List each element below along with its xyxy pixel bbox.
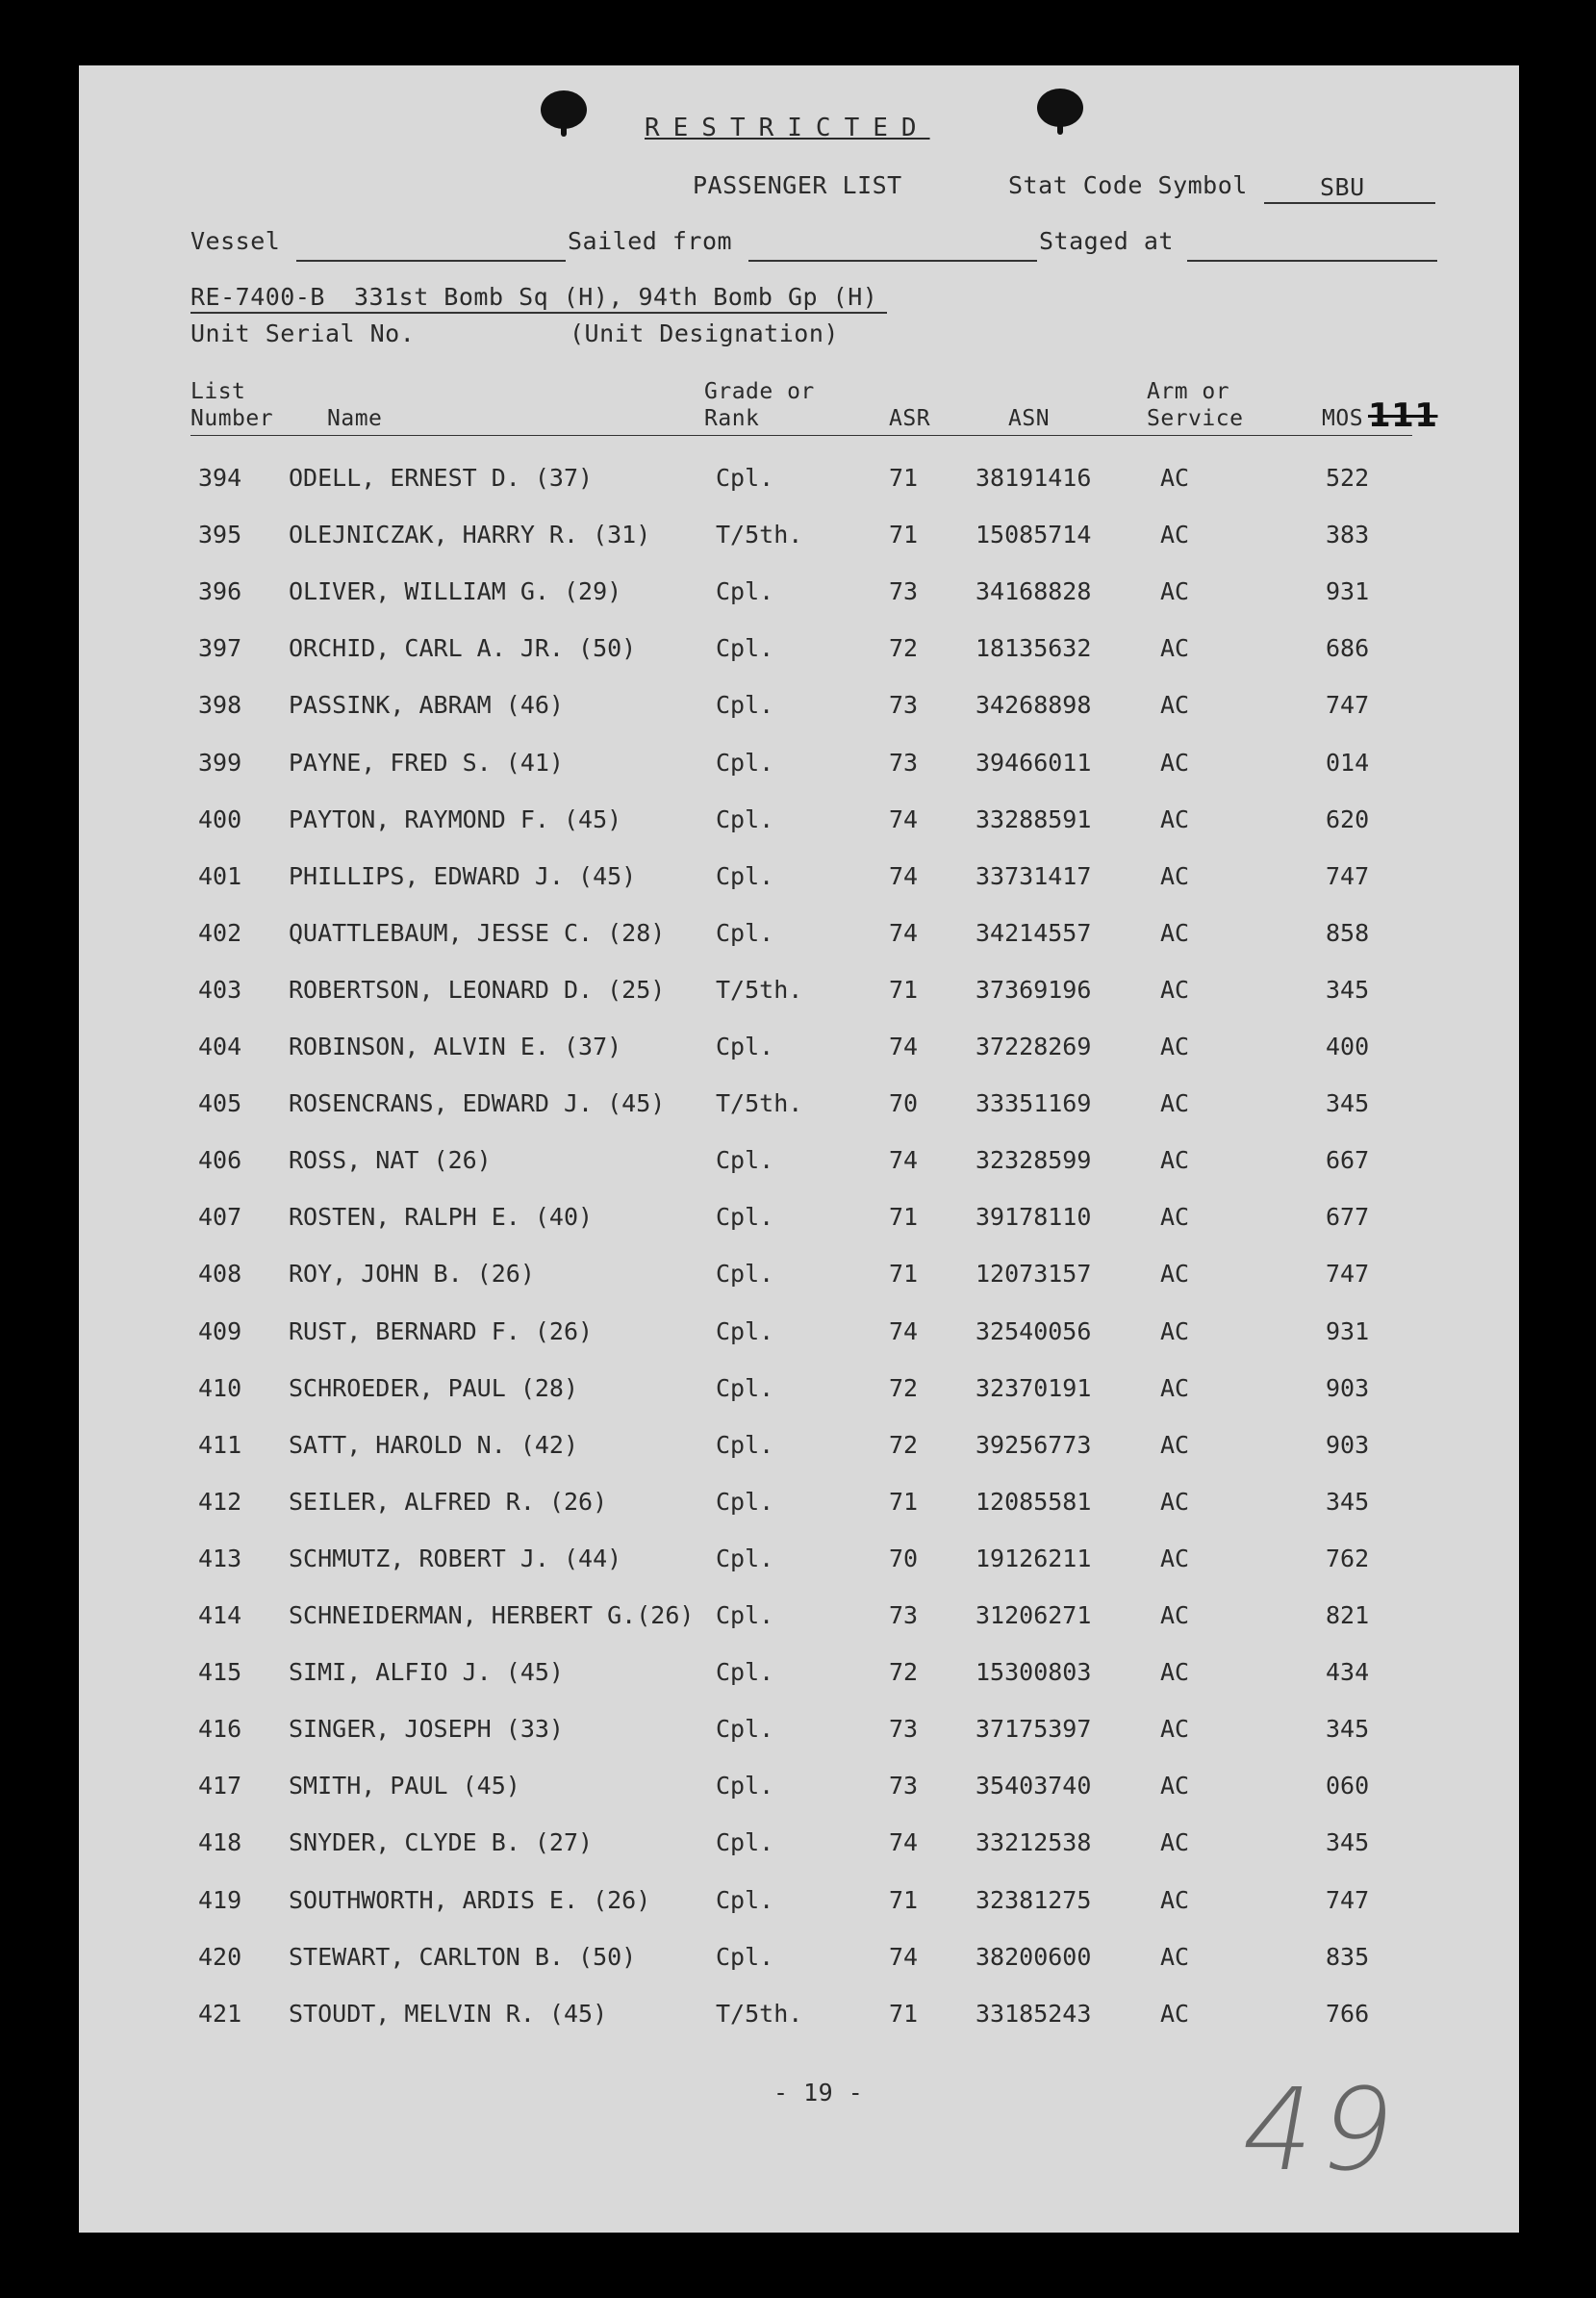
table-row [79, 691, 1519, 726]
cell-asr: 70 [889, 1089, 919, 1118]
table-row [79, 1146, 1519, 1181]
cell-passenger-name: STOUDT, MELVIN R. (45) [289, 1999, 608, 2028]
table-row [79, 1033, 1519, 1067]
cell-mos: 747 [1326, 1885, 1370, 1914]
unit-serial-number: RE-7400-B [190, 283, 325, 311]
cell-mos: 677 [1326, 1203, 1370, 1232]
cell-asr: 74 [889, 1146, 919, 1175]
cell-mos: 762 [1326, 1544, 1370, 1572]
sailed-from-label: Sailed from [568, 227, 733, 255]
cell-asn: 32540056 [975, 1316, 1092, 1345]
cell-arm-service: AC [1160, 1544, 1190, 1572]
cell-mos: 931 [1326, 577, 1370, 606]
cell-arm-service: AC [1160, 975, 1190, 1004]
cell-asn: 12073157 [975, 1260, 1092, 1289]
cell-asn: 18135632 [975, 634, 1092, 663]
cell-list-number: 415 [198, 1658, 242, 1687]
cell-asr: 73 [889, 1601, 919, 1629]
document-page [79, 65, 1519, 2233]
col-grade-line1: Grade or [704, 379, 815, 404]
cell-asr: 74 [889, 1828, 919, 1857]
table-row [79, 464, 1519, 498]
cell-asn: 34268898 [975, 691, 1092, 720]
cell-arm-service: AC [1160, 1203, 1190, 1232]
cell-arm-service: AC [1160, 1316, 1190, 1345]
unit-underline [190, 312, 887, 314]
cell-mos: 858 [1326, 918, 1370, 947]
col-arm-line1: Arm or [1147, 379, 1230, 404]
table-row [79, 634, 1519, 669]
cell-list-number: 404 [198, 1033, 242, 1060]
table-row [79, 521, 1519, 555]
cell-mos: 014 [1326, 748, 1370, 777]
cell-arm-service: AC [1160, 1260, 1190, 1289]
cell-passenger-name: SATT, HAROLD N. (42) [289, 1430, 579, 1459]
cell-list-number: 401 [198, 861, 242, 890]
cell-list-number: 420 [198, 1942, 242, 1971]
cell-list-number: 402 [198, 918, 242, 947]
cell-arm-service: AC [1160, 1430, 1190, 1459]
cell-asn: 19126211 [975, 1544, 1092, 1572]
cell-grade: Cpl. [716, 691, 774, 720]
col-asn: ASN [1008, 406, 1051, 431]
cell-list-number: 421 [198, 1999, 242, 2028]
cell-grade: Cpl. [716, 861, 774, 890]
cell-mos: 835 [1326, 1942, 1370, 1971]
cell-mos: 903 [1326, 1430, 1370, 1459]
cell-arm-service: AC [1160, 918, 1190, 947]
cell-asr: 71 [889, 1487, 919, 1516]
cell-asn: 34214557 [975, 918, 1092, 947]
cell-arm-service: AC [1160, 464, 1190, 492]
cell-asn: 35403740 [975, 1772, 1092, 1800]
cell-grade: Cpl. [716, 577, 774, 606]
cell-list-number: 412 [198, 1487, 242, 1516]
cell-grade: Cpl. [716, 464, 774, 492]
cell-list-number: 410 [198, 1373, 242, 1402]
table-row [79, 1374, 1519, 1409]
col-grade-line2: Rank [704, 406, 760, 431]
cell-asr: 74 [889, 918, 919, 947]
table-row [79, 1203, 1519, 1238]
cell-asn: 37228269 [975, 1033, 1092, 1060]
cell-asn: 38200600 [975, 1942, 1092, 1971]
cell-passenger-name: PAYTON, RAYMOND F. (45) [289, 804, 622, 833]
cell-arm-service: AC [1160, 1828, 1190, 1857]
cell-arm-service: AC [1160, 1885, 1190, 1914]
table-row [79, 1715, 1519, 1749]
cell-passenger-name: ROY, JOHN B. (26) [289, 1260, 535, 1289]
cell-asr: 73 [889, 691, 919, 720]
cell-asr: 74 [889, 1033, 919, 1060]
cell-mos: 747 [1326, 861, 1370, 890]
stat-code-label: Stat Code Symbol [1008, 171, 1248, 199]
cell-passenger-name: ORCHID, CARL A. JR. (50) [289, 634, 637, 663]
cell-asr: 74 [889, 1942, 919, 1971]
col-mos: MOS [1322, 406, 1364, 431]
unit-designation-caption: (Unit Designation) [570, 319, 839, 347]
table-row [79, 1488, 1519, 1522]
stat-code-value: SBU [1320, 173, 1365, 201]
cell-list-number: 413 [198, 1544, 242, 1572]
cell-mos: 522 [1326, 464, 1370, 492]
cell-arm-service: AC [1160, 577, 1190, 606]
vessel-label: Vessel [190, 227, 281, 255]
cell-asn: 37175397 [975, 1715, 1092, 1744]
cell-passenger-name: RUST, BERNARD F. (26) [289, 1316, 594, 1345]
table-row [79, 1317, 1519, 1352]
cell-asr: 71 [889, 1203, 919, 1232]
col-list-number-line1: List [190, 379, 246, 404]
cell-asr: 72 [889, 1658, 919, 1687]
cell-passenger-name: ROBINSON, ALVIN E. (37) [289, 1033, 622, 1060]
unit-designation: 331st Bomb Sq (H), 94th Bomb Gp (H) [354, 283, 878, 311]
cell-asr: 74 [889, 861, 919, 890]
cell-mos: 686 [1326, 634, 1370, 663]
stat-code-underline [1264, 202, 1435, 204]
header-rule [190, 435, 1412, 436]
cell-list-number: 411 [198, 1430, 242, 1459]
cell-mos: 383 [1326, 521, 1370, 549]
cell-arm-service: AC [1160, 861, 1190, 890]
cell-arm-service: AC [1160, 1373, 1190, 1402]
cell-asn: 37369196 [975, 975, 1092, 1004]
cell-asn: 33351169 [975, 1089, 1092, 1118]
cell-grade: Cpl. [716, 1658, 774, 1687]
cell-list-number: 409 [198, 1316, 242, 1345]
cell-passenger-name: OLIVER, WILLIAM G. (29) [289, 577, 622, 606]
table-row [79, 749, 1519, 783]
col-asr: ASR [889, 406, 931, 431]
cell-mos: 345 [1326, 975, 1370, 1004]
cell-grade: Cpl. [716, 1146, 774, 1175]
cell-passenger-name: ROBERTSON, LEONARD D. (25) [289, 975, 666, 1004]
cell-asr: 71 [889, 1885, 919, 1914]
cell-arm-service: AC [1160, 804, 1190, 833]
cell-arm-service: AC [1160, 1999, 1190, 2028]
cell-passenger-name: ROSS, NAT (26) [289, 1146, 492, 1175]
staged-at-label: Staged at [1039, 227, 1174, 255]
cell-asn: 31206271 [975, 1601, 1092, 1629]
cell-list-number: 419 [198, 1885, 242, 1914]
cell-list-number: 400 [198, 804, 242, 833]
cell-asn: 32328599 [975, 1146, 1092, 1175]
cell-grade: Cpl. [716, 1316, 774, 1345]
cell-grade: Cpl. [716, 1033, 774, 1060]
vessel-blank [296, 260, 566, 262]
cell-grade: Cpl. [716, 918, 774, 947]
cell-mos: 400 [1326, 1033, 1370, 1060]
unit-serial-caption: Unit Serial No. [190, 319, 416, 347]
cell-asr: 70 [889, 1544, 919, 1572]
table-row [79, 1431, 1519, 1466]
cell-mos: 667 [1326, 1146, 1370, 1175]
cell-list-number: 396 [198, 577, 242, 606]
cell-asn: 12085581 [975, 1487, 1092, 1516]
cell-grade: Cpl. [716, 748, 774, 777]
cell-asr: 72 [889, 1373, 919, 1402]
handwritten-page-number: 49 [1230, 2063, 1411, 2196]
cell-list-number: 406 [198, 1146, 242, 1175]
cell-passenger-name: SNYDER, CLYDE B. (27) [289, 1828, 594, 1857]
table-row [79, 862, 1519, 897]
table-row [79, 2000, 1519, 2034]
cell-passenger-name: ODELL, ERNEST D. (37) [289, 464, 594, 492]
cell-list-number: 417 [198, 1772, 242, 1800]
cell-passenger-name: PASSINK, ABRAM (46) [289, 691, 564, 720]
table-row [79, 1886, 1519, 1921]
cell-mos: 345 [1326, 1487, 1370, 1516]
cell-grade: Cpl. [716, 1942, 774, 1971]
cell-passenger-name: SMITH, PAUL (45) [289, 1772, 520, 1800]
cell-mos: 931 [1326, 1316, 1370, 1345]
cell-grade: Cpl. [716, 634, 774, 663]
cell-asr: 73 [889, 1715, 919, 1744]
cell-asn: 32370191 [975, 1373, 1092, 1402]
document-title: PASSENGER LIST [693, 171, 902, 199]
cell-mos: 345 [1326, 1828, 1370, 1857]
cell-mos: 345 [1326, 1715, 1370, 1744]
cell-asn: 33185243 [975, 1999, 1092, 2028]
cell-arm-service: AC [1160, 634, 1190, 663]
cell-grade: Cpl. [716, 1772, 774, 1800]
cell-asr: 72 [889, 1430, 919, 1459]
cell-grade: Cpl. [716, 1544, 774, 1572]
table-row [79, 1601, 1519, 1636]
cell-list-number: 405 [198, 1089, 242, 1118]
cell-asr: 71 [889, 975, 919, 1004]
page-number: - 19 - [773, 2079, 864, 2106]
cell-grade: Cpl. [716, 1203, 774, 1232]
cell-asr: 72 [889, 634, 919, 663]
table-row [79, 805, 1519, 840]
cell-asn: 39178110 [975, 1203, 1092, 1232]
table-row [79, 1658, 1519, 1693]
cell-list-number: 414 [198, 1601, 242, 1629]
cell-arm-service: AC [1160, 1715, 1190, 1744]
cell-list-number: 403 [198, 975, 242, 1004]
cell-asn: 33731417 [975, 861, 1092, 890]
cell-arm-service: AC [1160, 1772, 1190, 1800]
mos-handwritten-mark: 111 [1368, 396, 1438, 435]
table-row [79, 1260, 1519, 1294]
cell-grade: T/5th. [716, 1089, 803, 1118]
cell-grade: T/5th. [716, 521, 803, 549]
cell-list-number: 398 [198, 691, 242, 720]
cell-mos: 903 [1326, 1373, 1370, 1402]
cell-list-number: 394 [198, 464, 242, 492]
cell-list-number: 407 [198, 1203, 242, 1232]
cell-list-number: 408 [198, 1260, 242, 1289]
cell-arm-service: AC [1160, 1089, 1190, 1118]
cell-arm-service: AC [1160, 1942, 1190, 1971]
cell-mos: 747 [1326, 691, 1370, 720]
cell-grade: Cpl. [716, 1260, 774, 1289]
cell-passenger-name: ROSTEN, RALPH E. (40) [289, 1203, 594, 1232]
cell-grade: Cpl. [716, 1487, 774, 1516]
cell-arm-service: AC [1160, 748, 1190, 777]
cell-mos: 821 [1326, 1601, 1370, 1629]
cell-asn: 34168828 [975, 577, 1092, 606]
cell-asn: 33212538 [975, 1828, 1092, 1857]
cell-passenger-name: SIMI, ALFIO J. (45) [289, 1658, 564, 1687]
cell-asr: 71 [889, 464, 919, 492]
cell-asr: 74 [889, 1316, 919, 1345]
cell-passenger-name: SEILER, ALFRED R. (26) [289, 1487, 608, 1516]
cell-asn: 39256773 [975, 1430, 1092, 1459]
cell-grade: Cpl. [716, 1373, 774, 1402]
cell-passenger-name: PHILLIPS, EDWARD J. (45) [289, 861, 637, 890]
cell-asn: 33288591 [975, 804, 1092, 833]
cell-passenger-name: ROSENCRANS, EDWARD J. (45) [289, 1089, 666, 1118]
cell-mos: 747 [1326, 1260, 1370, 1289]
col-arm-line2: Service [1147, 406, 1244, 431]
cell-grade: Cpl. [716, 804, 774, 833]
cell-arm-service: AC [1160, 1487, 1190, 1516]
cell-list-number: 395 [198, 521, 242, 549]
cell-asn: 15300803 [975, 1658, 1092, 1687]
col-list-number-line2: Number [190, 406, 274, 431]
punch-hole-left [541, 90, 587, 129]
cell-asr: 71 [889, 1260, 919, 1289]
cell-passenger-name: SCHROEDER, PAUL (28) [289, 1373, 579, 1402]
cell-arm-service: AC [1160, 1033, 1190, 1060]
punch-hole-right [1037, 89, 1083, 127]
table-row [79, 1545, 1519, 1579]
table-row [79, 1089, 1519, 1124]
cell-list-number: 397 [198, 634, 242, 663]
cell-grade: Cpl. [716, 1715, 774, 1744]
cell-mos: 345 [1326, 1089, 1370, 1118]
cell-grade: T/5th. [716, 975, 803, 1004]
cell-arm-service: AC [1160, 521, 1190, 549]
cell-arm-service: AC [1160, 1658, 1190, 1687]
cell-arm-service: AC [1160, 1146, 1190, 1175]
cell-asn: 38191416 [975, 464, 1092, 492]
cell-mos: 060 [1326, 1772, 1370, 1800]
cell-passenger-name: PAYNE, FRED S. (41) [289, 748, 564, 777]
table-row [79, 577, 1519, 612]
cell-asr: 71 [889, 1999, 919, 2028]
cell-asr: 71 [889, 521, 919, 549]
cell-mos: 434 [1326, 1658, 1370, 1687]
cell-passenger-name: OLEJNICZAK, HARRY R. (31) [289, 521, 651, 549]
sailed-from-blank [748, 260, 1037, 262]
restricted-heading: RESTRICTED [645, 114, 930, 142]
cell-list-number: 399 [198, 748, 242, 777]
cell-arm-service: AC [1160, 1601, 1190, 1629]
table-row [79, 919, 1519, 954]
cell-passenger-name: SCHNEIDERMAN, HERBERT G.(26) [289, 1601, 695, 1629]
staged-at-blank [1187, 260, 1437, 262]
cell-mos: 620 [1326, 804, 1370, 833]
cell-list-number: 418 [198, 1828, 242, 1857]
cell-asn: 32381275 [975, 1885, 1092, 1914]
cell-grade: Cpl. [716, 1601, 774, 1629]
table-row [79, 1772, 1519, 1806]
cell-grade: Cpl. [716, 1885, 774, 1914]
table-row [79, 1943, 1519, 1978]
cell-asn: 15085714 [975, 521, 1092, 549]
cell-passenger-name: QUATTLEBAUM, JESSE C. (28) [289, 918, 666, 947]
cell-asr: 74 [889, 804, 919, 833]
cell-passenger-name: SCHMUTZ, ROBERT J. (44) [289, 1544, 622, 1572]
cell-asr: 73 [889, 577, 919, 606]
cell-grade: Cpl. [716, 1430, 774, 1459]
cell-grade: T/5th. [716, 1999, 803, 2028]
cell-grade: Cpl. [716, 1828, 774, 1857]
cell-arm-service: AC [1160, 691, 1190, 720]
col-name: Name [327, 406, 383, 431]
cell-passenger-name: STEWART, CARLTON B. (50) [289, 1942, 637, 1971]
cell-passenger-name: SINGER, JOSEPH (33) [289, 1715, 564, 1744]
cell-asr: 73 [889, 748, 919, 777]
cell-asr: 73 [889, 1772, 919, 1800]
cell-asn: 39466011 [975, 748, 1092, 777]
table-row [79, 976, 1519, 1010]
cell-mos: 766 [1326, 1999, 1370, 2028]
cell-list-number: 416 [198, 1715, 242, 1744]
cell-passenger-name: SOUTHWORTH, ARDIS E. (26) [289, 1885, 651, 1914]
table-row [79, 1828, 1519, 1863]
